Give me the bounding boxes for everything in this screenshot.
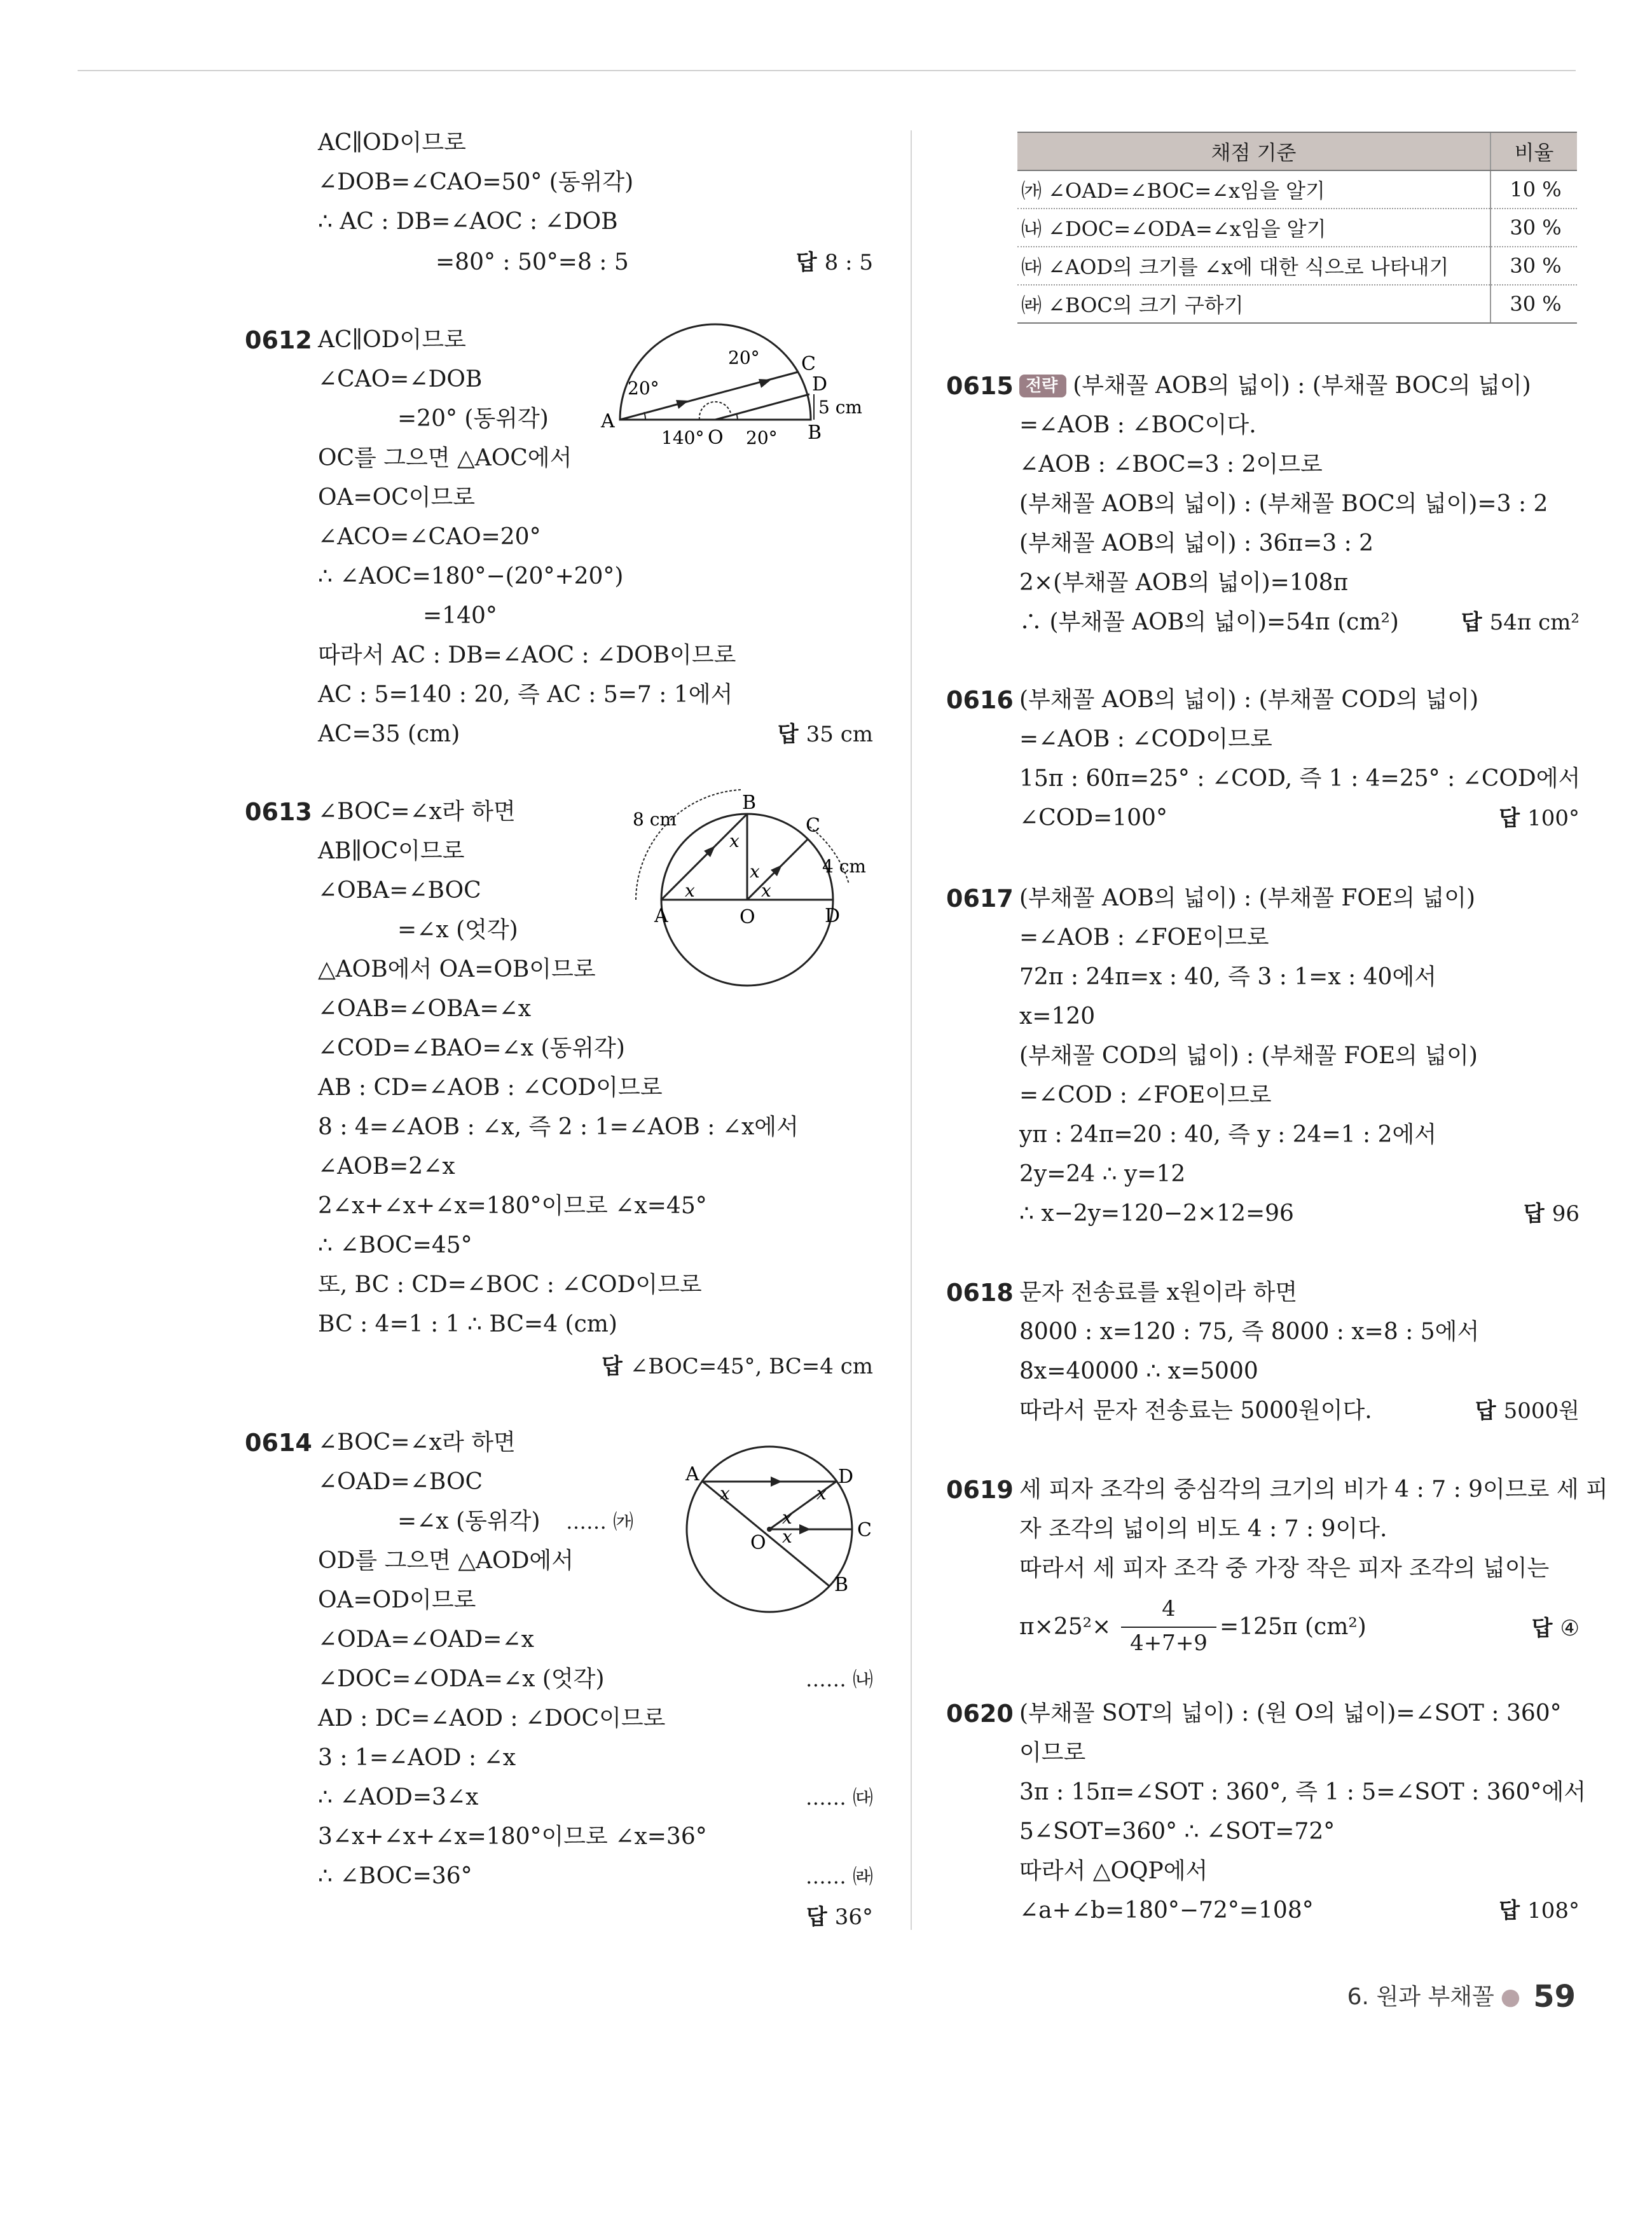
answer-label: 답 [1475,1398,1496,1424]
problem-number: 0619 [946,1476,1014,1504]
fraction-bar [1121,1627,1216,1628]
answer-value: 36° [834,1904,873,1930]
figure-label: x [720,1483,730,1504]
fraction-denominator: 4+7+9 [1130,1630,1208,1656]
text-line: =∠COD : ∠FOE이므로 [1019,1082,1272,1108]
text-line: AD : DC=∠AOD : ∠DOC이므로 [318,1705,666,1731]
problem-number: 0618 [946,1279,1014,1307]
answer-label: 답 [601,1354,623,1379]
figure-label: C [857,1519,872,1541]
text-line: (부채꼴 COD의 넓이) : (부채꼴 FOE의 넓이) [1019,1043,1478,1069]
answer-label: 답 [1461,610,1482,635]
answer [1475,1395,1580,1427]
figure-label: x [782,1526,792,1547]
bullet-icon: ● [1500,1984,1521,2010]
table-row [1017,285,1577,323]
text-line: ∴ ∠BOC=36° [318,1863,472,1889]
table-cell: 30 % [1490,285,1577,323]
answer-label: 답 [777,722,799,747]
formula-lead: π×25²× [1019,1614,1112,1640]
text-line: 2y=24 ∴ y=12 [1019,1161,1186,1187]
text-span: (부채꼴 AOB의 넓이) : (부채꼴 BOC의 넓이) [1073,373,1531,399]
text-line: ∠OBA=∠BOC [318,878,481,904]
text-line: 2×(부채꼴 AOB의 넓이)=108π [1019,570,1349,596]
text-line: ∠CAO=∠DOB [318,366,483,392]
table-row [1017,170,1577,209]
problem-number: 0613 [245,798,312,826]
text-line: =∠AOB : ∠FOE이므로 [1019,925,1269,951]
table-cell: ㈑ ∠BOC의 크기 구하기 [1017,285,1490,323]
text-line: ∴ ∠AOC=180°−(20°+20°) [318,563,624,589]
answer [796,247,873,279]
answer [1499,1895,1580,1927]
text-line: =∠x (동위각) [397,1508,540,1534]
text-line: =∠AOB : ∠COD이므로 [1019,726,1272,752]
table-row [1017,247,1577,285]
text-line: ∠ACO=∠CAO=20° [318,524,541,550]
text-line: ∴ AC : DB=∠AOC : ∠DOB [318,209,618,235]
column-divider [911,130,912,1930]
text-line: ∠OAD=∠BOC [318,1469,483,1495]
text-line: 72π : 24π=x : 40, 즉 3 : 1=x : 40에서 [1019,964,1437,990]
text-line: 8000 : x=120 : 75, 즉 8000 : x=8 : 5에서 [1019,1319,1480,1345]
answer-label: 답 [1499,806,1520,831]
text-line: OC를 그으면 △AOC에서 [318,445,572,471]
figure-label: x [729,830,740,851]
text-line: 자 조각의 넓이의 비도 4 : 7 : 9이다. [1019,1516,1387,1542]
problem-number: 0620 [946,1700,1014,1728]
figure-label: D [825,905,841,927]
text-line: =140° [423,603,497,629]
text-line: BC : 4=1 : 1 ∴ BC=4 (cm) [318,1311,617,1337]
table-cell: 30 % [1490,247,1577,285]
figure-label: B [834,1574,849,1596]
text-line: (부채꼴 AOB의 넓이) : 36π=3 : 2 [1019,530,1374,556]
text-line: AC : 5=140 : 20, 즉 AC : 5=7 : 1에서 [318,682,733,708]
text-line: (부채꼴 AOB의 넓이) : (부채꼴 BOC의 넓이)=3 : 2 [1019,491,1548,517]
page-number: 59 [1533,1979,1576,2014]
text-line: OD를 그으면 △AOD에서 [318,1548,574,1574]
criterion-mark: …… ㈐ [805,1786,873,1810]
text-line: (부채꼴 AOB의 넓이) : (부채꼴 FOE의 넓이) [1019,885,1476,911]
text-line: 3∠x+∠x+∠x=180°이므로 ∠x=36° [318,1824,707,1850]
text-line: OA=OC이므로 [318,485,476,511]
answer-label: 답 [806,1904,827,1930]
answer-value: 96 [1552,1201,1580,1227]
table-row [1017,209,1577,247]
answer [1524,1198,1580,1230]
text-line: AB : CD=∠AOB : ∠COD이므로 [318,1075,663,1101]
answer-label: 답 [795,250,817,275]
answer [806,1901,873,1933]
answer-value: 8 : 5 [824,250,873,275]
answer-value: 35 cm [806,722,873,747]
problem-number: 0615 [946,372,1014,400]
figure-label: 20° [728,347,760,368]
text-line: ∠BOC=∠x라 하면 [318,1429,516,1456]
text-line: △AOB에서 OA=OB이므로 [318,956,596,982]
problem-number: 0616 [946,686,1014,714]
table-cell: 10 % [1490,170,1577,209]
formula-tail: =125π (cm²) [1220,1614,1366,1640]
text-line: ∠DOB=∠CAO=50° (동위각) [318,169,634,195]
figure-label: B [808,422,822,444]
text-line: =∠AOB : ∠BOC이다. [1019,412,1256,438]
figure-label: B [742,792,757,814]
figure-label: x [750,861,760,882]
strategy-tag: 전략 [1019,375,1066,397]
text-line: =∠x (엇각) [397,917,518,943]
figure-label: C [801,353,816,375]
text-line: ∠AOB=2∠x [318,1153,455,1180]
text-line: ∴ (부채꼴 AOB의 넓이)=54π (cm²) [1019,609,1399,635]
answer-label: 답 [1499,1898,1520,1924]
figure-label: A [654,905,668,927]
answer-value: 5000원 [1503,1398,1580,1424]
problem-number: 0612 [245,326,312,354]
problem-number: 0617 [946,884,1014,912]
answer-label: 답 [1531,1616,1553,1641]
answer [1461,607,1580,638]
text-line: (부채꼴 AOB의 넓이) : (부채꼴 COD의 넓이) [1019,687,1479,713]
figure-label: D [812,373,828,396]
text-line: AC=35 (cm) [318,721,460,747]
text-line: 15π : 60π=25° : ∠COD, 즉 1 : 4=25° : ∠COD에서 [1019,766,1581,792]
text-line: yπ : 24π=20 : 40, 즉 y : 24=1 : 2에서 [1019,1122,1437,1148]
answer-value: 54π cm² [1489,610,1580,635]
text-line: 8x=40000 ∴ x=5000 [1019,1358,1258,1384]
figure-label: O [740,906,755,928]
text-line: ∠a+∠b=180°−72°=108° [1019,1897,1314,1924]
answer-value: ∠BOC=45°, BC=4 cm [630,1354,873,1379]
answer [1532,1613,1580,1644]
text-line: (부채꼴 SOT의 넓이) : (원 O의 넓이)=∠SOT : 360° [1019,1700,1562,1726]
figure-label: x [782,1507,792,1528]
text-line: ∴ ∠AOD=3∠x [318,1784,479,1810]
text-line: ∠BOC=∠x라 하면 [318,799,516,825]
figure-label: O [750,1532,766,1554]
answer-value: 100° [1527,806,1580,831]
figure-label: x [761,880,771,901]
problem-number: 0614 [245,1429,312,1457]
chapter-title: 6. 원과 부채꼴 [1347,1984,1494,2010]
table-cell: ㈐ ∠AOD의 크기를 ∠x에 대한 식으로 나타내기 [1017,247,1490,285]
text-line: =80° : 50°=8 : 5 [436,249,629,275]
text-line: 따라서 문자 전송료는 5000원이다. [1019,1398,1372,1424]
text-line: ∠OAB=∠OBA=∠x [318,996,532,1022]
text-line: 따라서 세 피자 조각 중 가장 작은 피자 조각의 넓이는 [1019,1555,1550,1581]
table-header: 채점 기준 [1017,132,1490,170]
semicircle-figure-0612 [601,324,862,451]
circle-figure-0613 [633,792,866,998]
figure-label: O [708,427,724,449]
text-line: 세 피자 조각의 중심각의 크기의 비가 4 : 7 : 9이므로 세 피 [1019,1476,1608,1503]
text-line: ∠ODA=∠OAD=∠x [318,1627,534,1653]
text-line: ∠COD=∠BAO=∠x (동위각) [318,1035,625,1061]
text-line: =20° (동위각) [397,406,549,432]
figure-label: 20° [746,427,778,448]
text-line: 따라서 △OQP에서 [1019,1858,1208,1884]
text-line: x=120 [1019,1003,1096,1029]
table-cell: ㈎ ∠OAD=∠BOC=∠x임을 알기 [1017,170,1490,209]
table-header-row [1017,132,1577,170]
figure-label: A [601,410,615,432]
circle-figure-0614 [668,1424,871,1628]
text-line: 2∠x+∠x+∠x=180°이므로 ∠x=45° [318,1193,707,1219]
criterion-mark: …… ㈑ [805,1864,873,1889]
figure-label: A [685,1463,699,1485]
text-line: ∠AOB : ∠BOC=3 : 2이므로 [1019,451,1323,478]
criterion-mark: …… ㈏ [805,1667,873,1691]
answer [778,719,873,750]
table-cell: ㈏ ∠DOC=∠ODA=∠x임을 알기 [1017,209,1490,247]
scoring-table [1017,132,1577,324]
text-line: AB∥OC이므로 [318,838,465,864]
answer-value: ④ [1560,1616,1580,1641]
text-line: 또, BC : CD=∠BOC : ∠COD이므로 [318,1272,702,1298]
top-rule [78,70,1576,71]
text-line: 3π : 15π=∠SOT : 360°, 즉 1 : 5=∠SOT : 360°에서 [1019,1779,1587,1805]
criterion-mark: …… ㈎ [566,1510,634,1534]
answer [602,1351,873,1382]
text-line: 8 : 4=∠AOB : ∠x, 즉 2 : 1=∠AOB : ∠x에서 [318,1114,799,1140]
text-line: AC∥OD이므로 [318,327,466,353]
text-line: ∠DOC=∠ODA=∠x (엇각) [318,1666,605,1692]
text-line: 이므로 [1019,1740,1086,1766]
figure-label: 140° [661,427,705,448]
fraction-numerator: 4 [1162,1596,1176,1621]
table-header: 비율 [1490,132,1577,170]
figure-label: x [816,1483,827,1504]
answer-label: 답 [1523,1201,1545,1227]
answer-value: 108° [1527,1898,1580,1924]
answer [1499,802,1580,834]
figure-label: 8 cm [633,809,677,830]
page-footer [1347,1978,1576,2016]
text-line: ∴ x−2y=120−2×12=96 [1019,1201,1294,1227]
text-line: AC∥OD이므로 [318,130,466,156]
figure-label: D [838,1466,854,1488]
figure-label: 20° [628,378,659,399]
table-cell: 30 % [1490,209,1577,247]
text-line: 5∠SOT=360° ∴ ∠SOT=72° [1019,1819,1335,1845]
text-line [1019,370,1531,402]
text-line: 3 : 1=∠AOD : ∠x [318,1745,516,1771]
figure-label: x [685,880,695,901]
figure-label: 4 cm [822,856,866,877]
text-line: OA=OD이므로 [318,1587,476,1613]
text-line: 문자 전송료를 x원이라 하면 [1019,1279,1298,1305]
text-line: ∠COD=100° [1019,805,1167,831]
text-line: 따라서 AC : DB=∠AOC : ∠DOB이므로 [318,642,736,668]
figure-label: C [806,815,820,837]
text-line: ∴ ∠BOC=45° [318,1232,472,1258]
figure-label: 5 cm [818,397,862,418]
